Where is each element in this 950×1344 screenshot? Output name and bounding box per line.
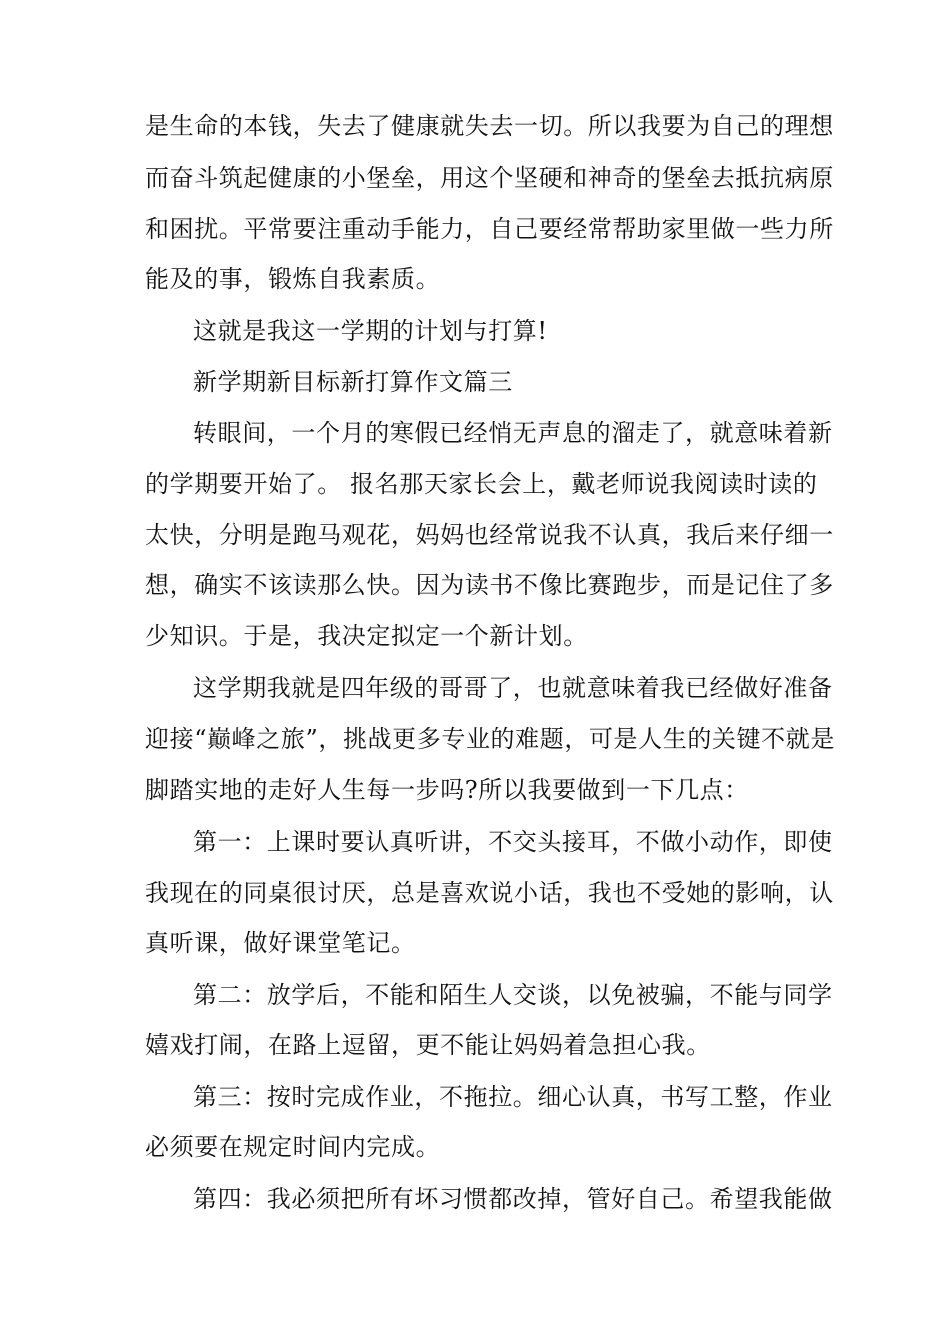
text-line: 是生命的本钱，失去了健康就失去一切。所以我要为自己的理想 [145,112,834,140]
text-line: 嬉戏打闹，在路上逗留，更不能让妈妈着急担心我。 [145,1031,711,1059]
text-line: 能及的事，锻炼自我素质。 [145,265,441,293]
text-line: 脚踏实地的走好人生每一步吗?所以我要做到一下几点： [145,776,749,804]
text-line: 真听课，做好课堂笔记。 [145,929,416,957]
text-line: 第一：上课时要认真听讲，不交头接耳，不做小动作，即使 [193,828,833,856]
text-line: 而奋斗筑起健康的小堡垒，用这个坚硬和神奇的堡垒去抵抗病原 [145,164,834,192]
text-line: 第三：按时完成作业，不拖拉。细心认真，书写工整，作业 [193,1083,833,1111]
text-line: 和困扰。平常要注重动手能力，自己要经常帮助家里做一些力所 [145,215,834,243]
text-line: 必须要在规定时间内完成。 [145,1133,441,1161]
text-line: 迎接“巅峰之旅”，挑战更多专业的难题，可是人生的关键不就是 [145,725,835,753]
text-line: 转眼间，一个月的寒假已经悄无声息的溜走了，就意味着新 [193,419,833,447]
text-line: 我现在的同桌很讨厌，总是喜欢说小话，我也不受她的影响，认 [145,879,834,907]
text-line: 第二：放学后，不能和陌生人交谈，以免被骗，不能与同学 [193,981,833,1009]
text-line: 这学期我就是四年级的哥哥了，也就意味着我已经做好准备 [193,674,833,702]
text-line: 想，确实不该读那么快。因为读书不像比赛跑步，而是记住了多 [145,571,834,599]
text-line: 少知识。于是，我决定拟定一个新计划。 [145,622,588,650]
text-line: 这就是我这一学期的计划与打算! [193,317,548,345]
text-line: 太快，分明是跑马观花，妈妈也经常说我不认真，我后来仔细一 [145,521,834,549]
section-heading: 新学期新目标新打算作文篇三 [193,368,513,396]
text-line: 第四：我必须把所有坏习惯都改掉，管好自己。希望我能做 [193,1185,833,1213]
text-line: 的学期要开始了。 报名那天家长会上，戴老师说我阅读时读的 [145,470,818,498]
